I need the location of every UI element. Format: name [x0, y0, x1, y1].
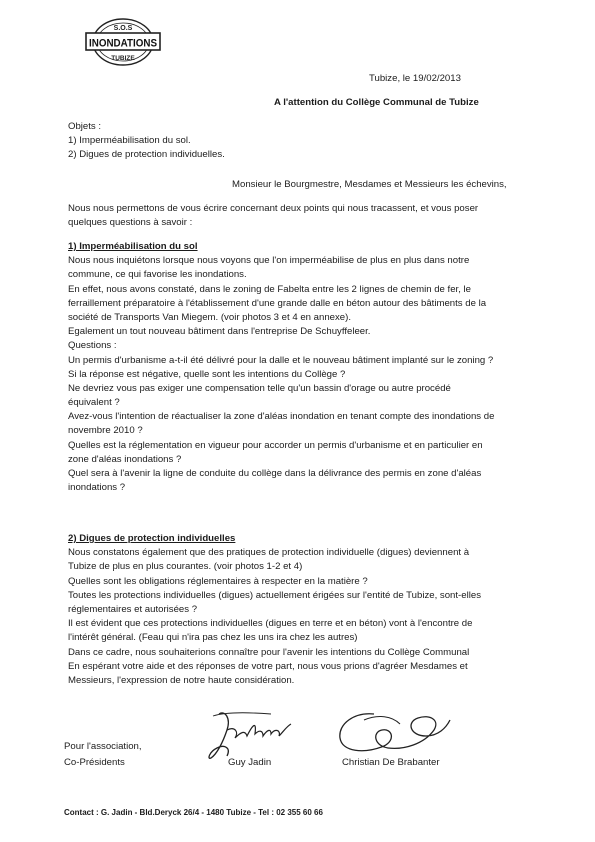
intro-line: quelques questions à savoir :	[68, 217, 193, 229]
body-line: Il est évident que ces protections individuelles (digues en terre et en béton) vont à l'encontre de	[68, 618, 473, 630]
signer-name-2: Christian De Brabanter	[342, 757, 440, 768]
body-line: société de Transports Van Miegem. (voir photos 3 et 4 en annexe).	[68, 311, 351, 323]
body-line: Dans ce cadre, nous souhaiterions connaître pour l'avenir les intentions du Collège Communal	[68, 646, 470, 658]
body-line: Tubize de plus en plus courantes. (voir photos 1-2 et 4)	[68, 561, 303, 573]
body-line: Nous constatons également que des pratiques de protection individuelle (digues) deviennent à	[68, 547, 470, 559]
body-line: Quelles sont les obligations réglementaires à respecter en la matière ?	[68, 575, 368, 587]
body-line: En effet, nous avons constaté, dans le zoning de Fabelta entre les 2 lignes de chemin de fer, le	[68, 283, 472, 295]
body-line: En espérant votre aide et des réponses de votre part, nous vous prions d'agréer Mesdames et	[68, 660, 468, 672]
body-line: Quelles est la réglementation en vigueur pour accorder un permis d'urbanisme et en particulier en	[68, 439, 483, 451]
objects-block	[68, 120, 528, 163]
body-line: Messieurs, l'expression de notre haute considération.	[68, 674, 295, 686]
body-line: Questions :	[68, 340, 117, 352]
body-line: zone d'aléas inondations ?	[68, 453, 182, 465]
section-digues	[68, 532, 528, 688]
svg-text:TUBIZE: TUBIZE	[111, 55, 135, 62]
signature-christian-de-brabanter	[334, 706, 454, 762]
sos-inondations-logo	[84, 16, 162, 68]
svg-text:S.O.S: S.O.S	[113, 25, 133, 32]
signer-name-1: Guy Jadin	[228, 757, 272, 768]
section-title: 1) Imperméabilisation du sol	[68, 241, 198, 252]
body-line: Avez-vous l'intention de réactualiser la zone d'aléas inondation en tenant compte des inondations de	[68, 411, 495, 423]
body-line: Si la réponse est négative, quelle sont les intentions du Collège ?	[68, 368, 346, 380]
body-line: inondations ?	[68, 482, 126, 494]
copresidents-label: Co-Présidents	[64, 757, 125, 768]
body-line: Nous nous inquiétons lorsque nous voyons que l'on imperméabilise de plus en plus dans notre	[68, 255, 470, 267]
svg-text:INONDATIONS: INONDATIONS	[89, 37, 157, 50]
object-item: 1) Imperméabilisation du sol.	[68, 135, 191, 147]
body-line: Un permis d'urbanisme a-t-il été délivré pour la dalle et le nouveau bâtiment implanté sur le zoning ?	[68, 354, 494, 366]
section-title: 2) Digues de protection individuelles	[68, 533, 236, 544]
body-line: Egalement un tout nouveau bâtiment dans l'entreprise De Schuyffeleer.	[68, 326, 371, 338]
objects-label: Objets :	[68, 121, 102, 132]
section-impermeabilisation	[68, 240, 528, 495]
salutation: Monsieur le Bourgmestre, Mesdames et Messieurs les échevins,	[232, 179, 507, 190]
body-line: Quel sera à l'avenir la ligne de conduite du collège dans la délivrance des permis en zone d'aléas	[68, 468, 482, 479]
body-line: novembre 2010 ?	[68, 425, 143, 437]
body-line: commune, ce qui favorise les inondations.	[68, 269, 247, 281]
body-line: ferraillement préparatoire à l'établissement d'une grande dalle en béton autour des bâtiments de la	[68, 297, 487, 309]
body-line: l'intérêt général. (Feau qui n'ira pas chez les uns ira chez les autres)	[68, 632, 358, 644]
object-item: 2) Digues de protection individuelles.	[68, 149, 225, 161]
body-line: Ne devriez vous pas exiger une compensation telle qu'un bassin d'orage ou autre procédé	[68, 382, 451, 394]
body-line: équivalent ?	[68, 397, 120, 409]
intro-line: Nous nous permettons de vous écrire concernant deux points qui nous tracassent, et vous poser	[68, 203, 479, 214]
intro-paragraph	[68, 202, 528, 230]
body-line: Toutes les protections individuelles (digues) actuellement érigées sur l'entité de Tubize, sont-elles	[68, 589, 481, 601]
attention-line: A l'attention du Collège Communal de Tubize	[274, 97, 479, 108]
association-label: Pour l'association,	[64, 741, 142, 752]
body-line: réglementaires et autorisées ?	[68, 603, 198, 615]
place-date: Tubize, le 19/02/2013	[369, 73, 461, 84]
footer-contact: Contact : G. Jadin - Bld.Deryck 26/4 - 1480 Tubize - Tel : 02 355 60 66	[64, 808, 323, 817]
